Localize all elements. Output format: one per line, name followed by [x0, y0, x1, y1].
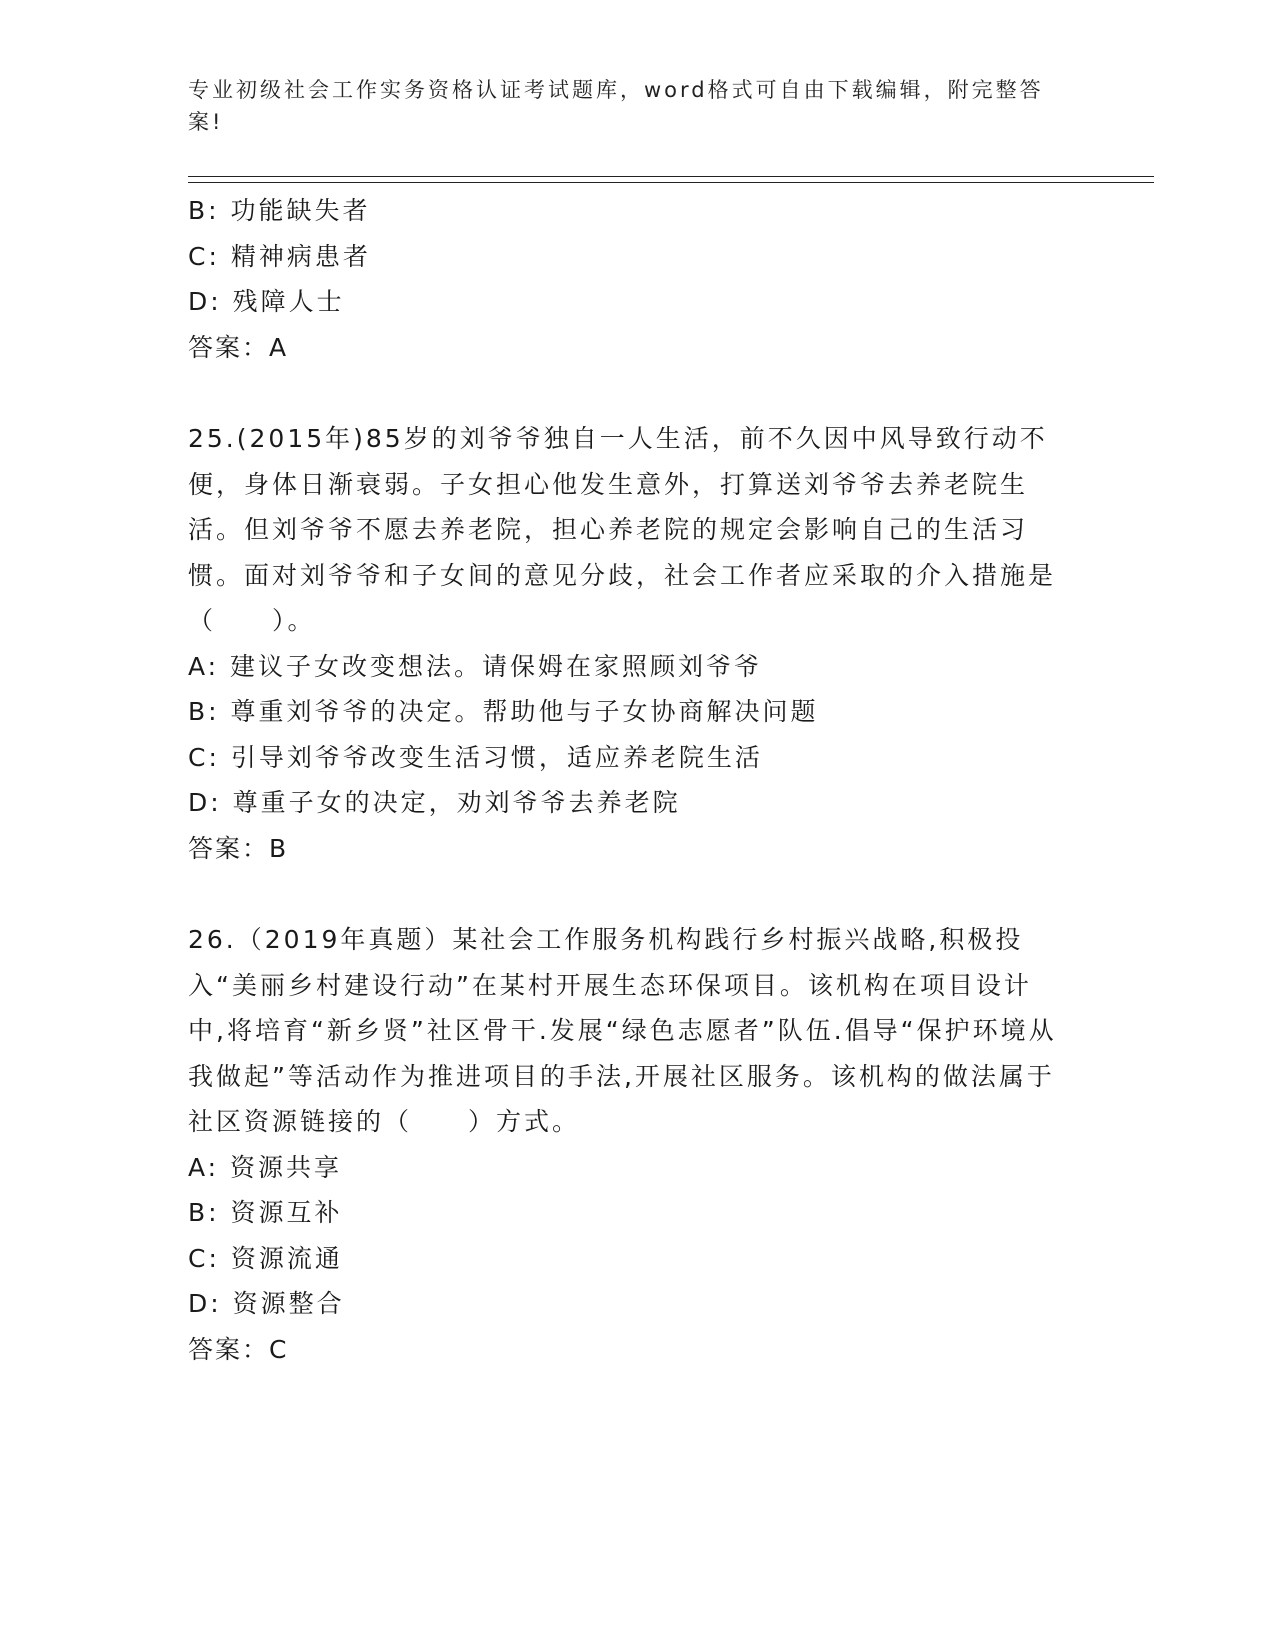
option-label: C: — [188, 241, 220, 271]
option-text: 尊重子女的决定，劝刘爷爷去养老院 — [232, 788, 681, 817]
option-a — [188, 644, 1088, 690]
option-d — [188, 780, 1088, 826]
option-b — [188, 1190, 1088, 1236]
option-label: D: — [188, 788, 222, 817]
answer-line: 答案：B — [188, 833, 289, 863]
option-b — [188, 188, 1088, 234]
option-text: 功能缺失者 — [230, 196, 371, 225]
question-stem: 26.（2019年真题）某社会工作服务机构践行乡村振兴战略,积极投入“美丽乡村建设行动”在某村开展生态环保项目。该机构在项目设计中,将培育“新乡贤”社区骨干.发展“绿色志愿者”队伍.倡导“保护环境从我做起”等活动作为推进项目的手法,开展社区服务。该机构的做法属于社区资源链接的（ ）方式。 — [188, 925, 1057, 1136]
option-text: 建议子女改变想法。请保姆在家照顾刘爷爷 — [230, 651, 763, 681]
answer-line: 答案：C — [188, 1334, 289, 1364]
option-text: 资源流通 — [230, 1243, 343, 1273]
option-label: C: — [188, 742, 220, 772]
question-stem: 25.(2015年)85岁的刘爷爷独自一人生活，前不久因中风导致行动不便，身体日渐衰弱。子女担心他发生意外，打算送刘爷爷去养老院生活。但刘爷爷不愿去养老院，担心养老院的规定会影响自己的生活习惯。面对刘爷爷和子女间的意见分歧，社会工作者应采取的介入措施是（ ）。 — [188, 424, 1057, 635]
option-text: 尊重刘爷爷的决定。帮助他与子女协商解决问题 — [230, 697, 819, 726]
option-label: D: — [188, 1289, 222, 1318]
header-divider — [188, 176, 1154, 183]
answer-line: 答案：A — [188, 332, 289, 362]
option-text: 精神病患者 — [230, 241, 371, 271]
option-c — [188, 735, 1088, 781]
question-25 — [188, 416, 1088, 871]
option-a — [188, 1145, 1088, 1191]
option-label: B: — [188, 196, 220, 225]
option-label: D: — [188, 287, 222, 316]
option-text: 引导刘爷爷改变生活习惯，适应养老院生活 — [230, 742, 763, 772]
option-text: 残障人士 — [232, 287, 345, 316]
spacer — [188, 871, 1088, 917]
option-b — [188, 689, 1088, 735]
option-text: 资源共享 — [230, 1152, 343, 1182]
question-26 — [188, 917, 1088, 1372]
option-d — [188, 279, 1088, 325]
option-text: 资源互补 — [230, 1198, 343, 1227]
option-text: 资源整合 — [232, 1289, 345, 1318]
option-c — [188, 1236, 1088, 1282]
option-label: A: — [188, 651, 220, 681]
option-label: A: — [188, 1152, 220, 1182]
page-header: 专业初级社会工作实务资格认证考试题库，word格式可自由下载编辑，附完整答案! — [188, 78, 1044, 134]
option-label: B: — [188, 1198, 220, 1227]
option-d — [188, 1281, 1088, 1327]
option-c — [188, 234, 1088, 280]
previous-question-tail — [188, 188, 1088, 370]
option-label: B: — [188, 697, 220, 726]
option-label: C: — [188, 1243, 220, 1273]
document-body — [188, 188, 1088, 1372]
spacer — [188, 370, 1088, 416]
